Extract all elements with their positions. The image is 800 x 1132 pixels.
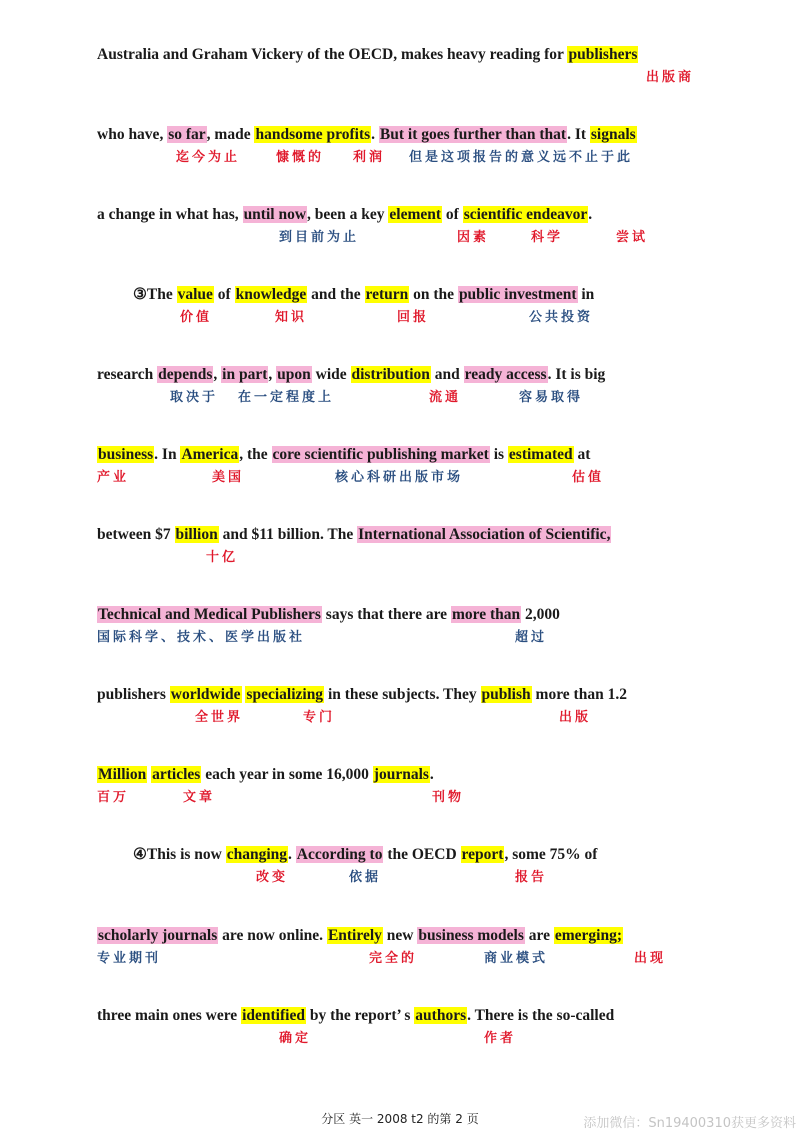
text-segment: . There is the so-called	[467, 1007, 615, 1024]
chinese-annotation: 估值	[572, 470, 605, 485]
text-segment: by the report’ s	[305, 1007, 415, 1024]
text-segment: Australia and Graham Vickery of the OECD, makes heavy reading for	[97, 46, 568, 63]
text-segment: between $7	[97, 526, 175, 543]
chinese-annotation: 知识	[275, 310, 308, 325]
highlighted-phrase-pink: in part	[222, 366, 268, 383]
highlighted-vocab-yellow: report	[461, 846, 504, 863]
text-segment: are	[524, 927, 554, 944]
highlighted-vocab-yellow: America	[181, 446, 239, 463]
highlighted-vocab-yellow: Entirely	[327, 927, 382, 944]
highlighted-vocab-yellow: changing	[226, 846, 288, 863]
translation-row	[0, 149, 800, 169]
chinese-annotation: 专业期刊	[97, 951, 162, 966]
chinese-annotation: 取决于	[170, 390, 219, 405]
text-segment: .	[288, 846, 296, 863]
chinese-annotation: 在一定程度上	[238, 390, 335, 405]
chinese-annotation: 流通	[429, 390, 462, 405]
text-line	[97, 444, 757, 466]
chinese-annotation: 十亿	[206, 550, 239, 565]
text-segment: is	[489, 446, 508, 463]
text-segment: three main ones were	[97, 1007, 242, 1024]
watermark-text: 添加微信：Sn19400310获更多资料	[583, 1116, 796, 1131]
translation-row	[0, 789, 800, 809]
translation-row	[0, 869, 800, 889]
chinese-annotation: 依据	[349, 870, 382, 885]
text-segment: and	[430, 366, 464, 383]
highlighted-phrase-pink: scholarly journals	[98, 927, 218, 944]
highlighted-vocab-yellow: identified	[242, 1007, 305, 1024]
text-segment: ,	[213, 366, 222, 383]
chinese-annotation: 容易取得	[519, 390, 584, 405]
chinese-annotation: 慷慨的	[276, 150, 325, 165]
chinese-annotation: 公共投资	[529, 310, 594, 325]
chinese-annotation: 国际科学、技术、医学出版社	[97, 630, 306, 645]
text-line	[97, 604, 757, 626]
chinese-annotation: 全世界	[195, 710, 244, 725]
text-line	[97, 764, 757, 786]
text-line	[97, 44, 757, 66]
chinese-annotation: 出现	[634, 951, 667, 966]
chinese-annotation: 到目前为止	[279, 230, 360, 245]
highlighted-vocab-yellow: distribution	[351, 366, 430, 383]
text-segment: each year in some 16,000	[201, 766, 373, 783]
highlighted-phrase-pink: more than	[451, 606, 521, 623]
chinese-annotation: 尝试	[616, 230, 649, 245]
highlighted-phrase-pink: core scientific publishing market	[272, 446, 489, 463]
text-segment: of	[213, 286, 235, 303]
chinese-annotation: 超过	[515, 630, 548, 645]
text-segment: 2,000	[521, 606, 560, 623]
highlighted-vocab-yellow: signals	[590, 126, 636, 143]
chinese-annotation: 产业	[97, 470, 130, 485]
highlighted-vocab-yellow: scientific endeavor	[463, 206, 588, 223]
translation-row	[0, 469, 800, 489]
chinese-annotation: 利润	[353, 150, 386, 165]
highlighted-phrase-pink: Technical and Medical Publishers	[98, 606, 321, 623]
text-line	[97, 1005, 757, 1027]
highlighted-vocab-yellow: specializing	[246, 686, 324, 703]
highlighted-vocab-yellow: knowledge	[235, 286, 307, 303]
highlighted-phrase-pink: depends	[158, 366, 213, 383]
chinese-annotation: 刊物	[432, 790, 465, 805]
text-segment: in these subjects. They	[324, 686, 481, 703]
text-segment: .	[429, 766, 434, 783]
chinese-annotation: 迄今为止	[176, 150, 241, 165]
text-segment: says that there are	[321, 606, 451, 623]
translation-row	[0, 1030, 800, 1050]
highlighted-vocab-yellow: authors	[415, 1007, 467, 1024]
chinese-annotation: 美国	[212, 470, 245, 485]
text-line	[97, 124, 757, 146]
text-segment: the OECD	[383, 846, 461, 863]
chinese-annotation: 作者	[484, 1031, 517, 1046]
chinese-annotation: 核心科研出版市场	[335, 470, 464, 485]
text-segment: who have,	[97, 126, 168, 143]
text-segment: ④This is now	[133, 846, 226, 863]
text-segment: and $11 billion. The	[218, 526, 358, 543]
chinese-annotation: 商业模式	[484, 951, 549, 966]
highlighted-vocab-yellow: articles	[152, 766, 201, 783]
text-segment: . It	[567, 126, 590, 143]
chinese-annotation: 改变	[256, 870, 289, 885]
highlighted-phrase-pink: business models	[418, 927, 524, 944]
text-segment: wide	[311, 366, 351, 383]
text-segment: new	[382, 927, 418, 944]
text-segment: are now online.	[218, 927, 327, 944]
translation-row	[0, 389, 800, 409]
text-segment: at	[573, 446, 591, 463]
text-segment: on the	[409, 286, 458, 303]
text-line	[133, 844, 793, 866]
translation-row	[0, 229, 800, 249]
translation-row	[0, 950, 800, 970]
highlighted-vocab-yellow: journals	[373, 766, 429, 783]
chinese-annotation: 专门	[303, 710, 336, 725]
highlighted-vocab-yellow: value	[177, 286, 213, 303]
chinese-annotation: 出版商	[646, 70, 695, 85]
highlighted-vocab-yellow: publish	[481, 686, 531, 703]
chinese-annotation: 科学	[531, 230, 564, 245]
text-segment: ③The	[133, 286, 177, 303]
chinese-annotation: 价值	[180, 310, 213, 325]
highlighted-vocab-yellow: worldwide	[170, 686, 241, 703]
text-line	[133, 284, 793, 306]
text-segment: , been a key	[307, 206, 389, 223]
page-footer: 分区 英一 2008 t2 的第 2 页	[321, 1112, 479, 1126]
text-line	[97, 204, 757, 226]
highlighted-vocab-yellow: estimated	[508, 446, 573, 463]
text-segment: .	[588, 206, 593, 223]
highlighted-vocab-yellow: business	[98, 446, 154, 463]
highlighted-vocab-yellow: publishers	[568, 46, 638, 63]
translation-row	[0, 69, 800, 89]
highlighted-vocab-yellow: Million	[98, 766, 147, 783]
text-segment: , some 75% of	[504, 846, 598, 863]
text-segment: .	[371, 126, 379, 143]
chinese-annotation: 完全的	[369, 951, 418, 966]
text-line	[97, 684, 757, 706]
highlighted-vocab-yellow: billion	[175, 526, 218, 543]
translation-row	[0, 309, 800, 329]
translation-row	[0, 629, 800, 649]
text-segment: publishers	[97, 686, 170, 703]
translation-row	[0, 709, 800, 729]
highlighted-vocab-yellow: handsome profits	[255, 126, 371, 143]
chinese-annotation: 因素	[457, 230, 490, 245]
text-segment: in	[577, 286, 595, 303]
chinese-annotation: 确定	[279, 1031, 312, 1046]
highlighted-vocab-yellow: emerging;	[554, 927, 623, 944]
text-segment: and the	[307, 286, 365, 303]
text-line	[97, 524, 757, 546]
text-segment: , the	[239, 446, 272, 463]
text-segment: . It is big	[547, 366, 606, 383]
text-segment: more than 1.2	[531, 686, 627, 703]
chinese-annotation: 文章	[183, 790, 216, 805]
text-segment: of	[442, 206, 463, 223]
highlighted-phrase-pink: public investment	[458, 286, 577, 303]
highlighted-phrase-pink: According to	[296, 846, 383, 863]
highlighted-phrase-pink: until now	[243, 206, 307, 223]
highlighted-vocab-yellow: element	[389, 206, 442, 223]
highlighted-phrase-pink: But it goes further than that	[379, 126, 567, 143]
chinese-annotation: 回报	[397, 310, 430, 325]
text-segment: ,	[268, 366, 277, 383]
chinese-annotation: 百万	[97, 790, 130, 805]
chinese-annotation: 出版	[559, 710, 592, 725]
chinese-annotation: 报告	[515, 870, 548, 885]
text-segment: , made	[206, 126, 255, 143]
highlighted-phrase-pink: so far	[168, 126, 206, 143]
highlighted-phrase-pink: ready access	[464, 366, 547, 383]
text-line	[97, 925, 757, 947]
text-line	[97, 364, 757, 386]
text-segment: . In	[154, 446, 181, 463]
chinese-annotation: 但是这项报告的意义远不止于此	[409, 150, 634, 165]
highlighted-vocab-yellow: return	[365, 286, 409, 303]
text-segment: a change in what has,	[97, 206, 243, 223]
highlighted-phrase-pink: upon	[277, 366, 311, 383]
highlighted-phrase-pink: International Association of Scientific,	[358, 526, 611, 543]
text-segment: research	[97, 366, 158, 383]
translation-row	[0, 549, 800, 569]
